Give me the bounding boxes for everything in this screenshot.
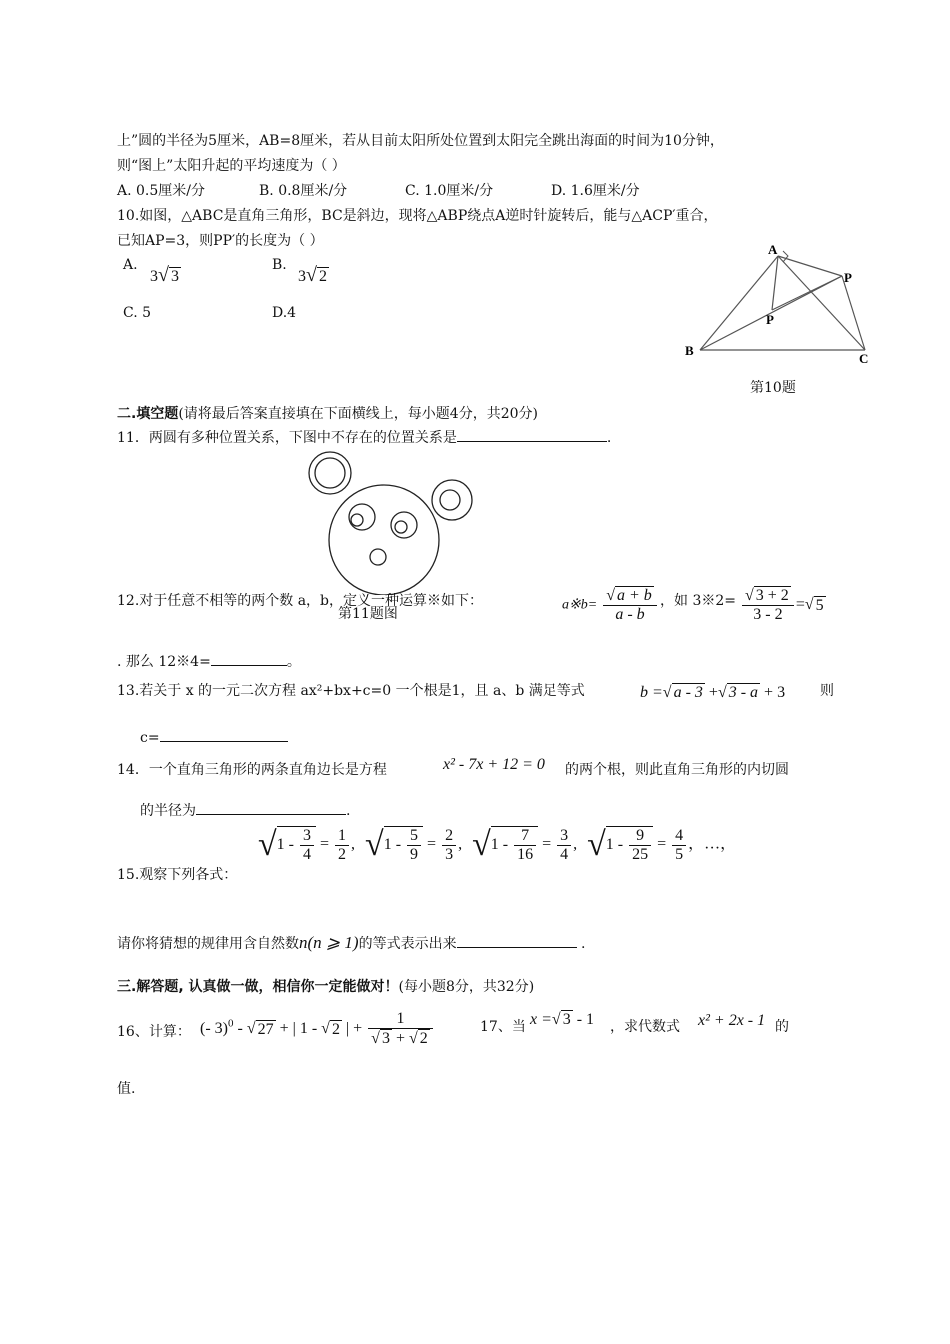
q9-option-c: C. 1.0厘米/分 xyxy=(405,183,494,199)
q10-option-b-value: 3√ 2 xyxy=(298,264,327,286)
label-a: A xyxy=(768,242,778,257)
q11-text: 11．两圆有多种位置关系，下图中不存在的位置关系是 . xyxy=(117,427,611,447)
q12-example-pre: ，如 3※2= xyxy=(660,593,736,609)
q15-item: √1 - $\frac{7}{16}$ = $\frac{3}{4}$ , xyxy=(472,826,578,863)
q15-item: √1 - $\frac{3}{4}$ = $\frac{1}{2}$ , xyxy=(258,826,356,863)
q10-figure-caption: 第10题 xyxy=(750,380,796,396)
q11-caption: 第11题图 xyxy=(338,606,398,622)
q14-equation: x² - 7x + 12 = 0 xyxy=(443,756,545,773)
label-p: P xyxy=(766,312,774,327)
q10-option-d: D.4 xyxy=(272,305,297,321)
q10-option-a-value: 3√ 3 xyxy=(150,264,179,286)
q9-option-b: B. 0.8厘米/分 xyxy=(259,183,348,199)
q13-equation: b =√ a - 3 +√ 3 - a + 3 xyxy=(640,684,786,701)
section2-header: 二.填空题(请将最后答案直接填在下面横线上，每小题4分，共20分) xyxy=(117,406,538,422)
q14-text2: 的两个根，则此直角三角形的内切圆 xyxy=(565,762,789,778)
q17-end: 的 xyxy=(775,1019,789,1035)
q13-line2: c= xyxy=(140,727,288,746)
q17-mid: ，求代数式 xyxy=(610,1019,680,1035)
q15-item: √1 - $\frac{5}{9}$ = $\frac{2}{3}$ , xyxy=(365,826,463,863)
q10-option-a-label: A. xyxy=(123,257,138,273)
q15-item: √1 - $\frac{9}{25}$ = $\frac{4}{5}$ ，…， xyxy=(587,826,737,863)
q15-line2: 请你将猜想的规律用含自然数n(n ⩾ 1)的等式表示出来 . xyxy=(117,933,586,952)
q9-option-a: A. 0.5厘米/分 xyxy=(117,183,205,199)
q15-label: 15.观察下列各式： xyxy=(117,867,238,883)
q10-option-c: C. 5 xyxy=(123,305,152,321)
q17-x-value: x =√ 3 - 1 xyxy=(530,1011,595,1028)
q14-text1: 14．一个直角三角形的两条直角边长是方程 xyxy=(117,762,387,778)
q9-option-d: D. 1.6厘米/分 xyxy=(551,183,640,199)
label-c: C xyxy=(859,351,869,366)
q17-expression: x² + 2x - 1 xyxy=(698,1012,766,1029)
q12-example: $\frac{√ 3 + 2}{3 - 2}$ =√ 5 xyxy=(740,586,826,624)
q10-option-b-label: B. xyxy=(272,257,287,273)
q10-triangle-figure xyxy=(680,240,880,370)
q16-expression: (- 3)$^0$ - √ 27 + | 1 - √ 2 | + $\frac{1}{√ 3 + √ 2}$ xyxy=(200,1010,435,1048)
q9-line2: 则“图上”太阳升起的平均速度为（ ） xyxy=(117,158,346,174)
q14-line2: 的半径为 . xyxy=(140,800,350,820)
q13-text: 13.若关于 x 的一元二次方程 ax²+bx+c=0 一个根是1，且 a、b 满足等式 xyxy=(117,683,585,699)
q9-line1: 上”圆的半径为5厘米，AB=8厘米，若从目前太阳所处位置到太阳完全跳出海面的时间为10分钟， xyxy=(117,133,724,149)
q12-definition: a※b= $\frac{√ a + b}{a - b}$ xyxy=(562,586,659,624)
q17-label: 17、当 xyxy=(480,1019,526,1035)
q15-series xyxy=(258,826,736,864)
q12-line2: . 那么 12※4= 。 xyxy=(117,651,301,671)
q13-ze: 则 xyxy=(820,683,834,699)
label-p-prime: P xyxy=(844,270,852,285)
q17-line2: 值. xyxy=(117,1081,136,1097)
label-b: B xyxy=(685,343,694,358)
q11-circles-figure xyxy=(300,445,480,595)
q10-line1: 10.如图，△ABC是直角三角形，BC是斜边，现将△ABP绕点A逆时针旋转后，能与△ACP′重合， xyxy=(117,208,718,224)
q10-line2: 已知AP=3，则PP′的长度为（ ） xyxy=(117,233,324,249)
section3-header: 三.解答题, 认真做一做，相信你一定能做对！(每小题8分，共32分) xyxy=(117,979,535,995)
q16-label: 16、计算： xyxy=(117,1024,191,1040)
q12-text: 12.对于任意不相等的两个数 a，b，定义一种运算※如下： xyxy=(117,593,484,609)
